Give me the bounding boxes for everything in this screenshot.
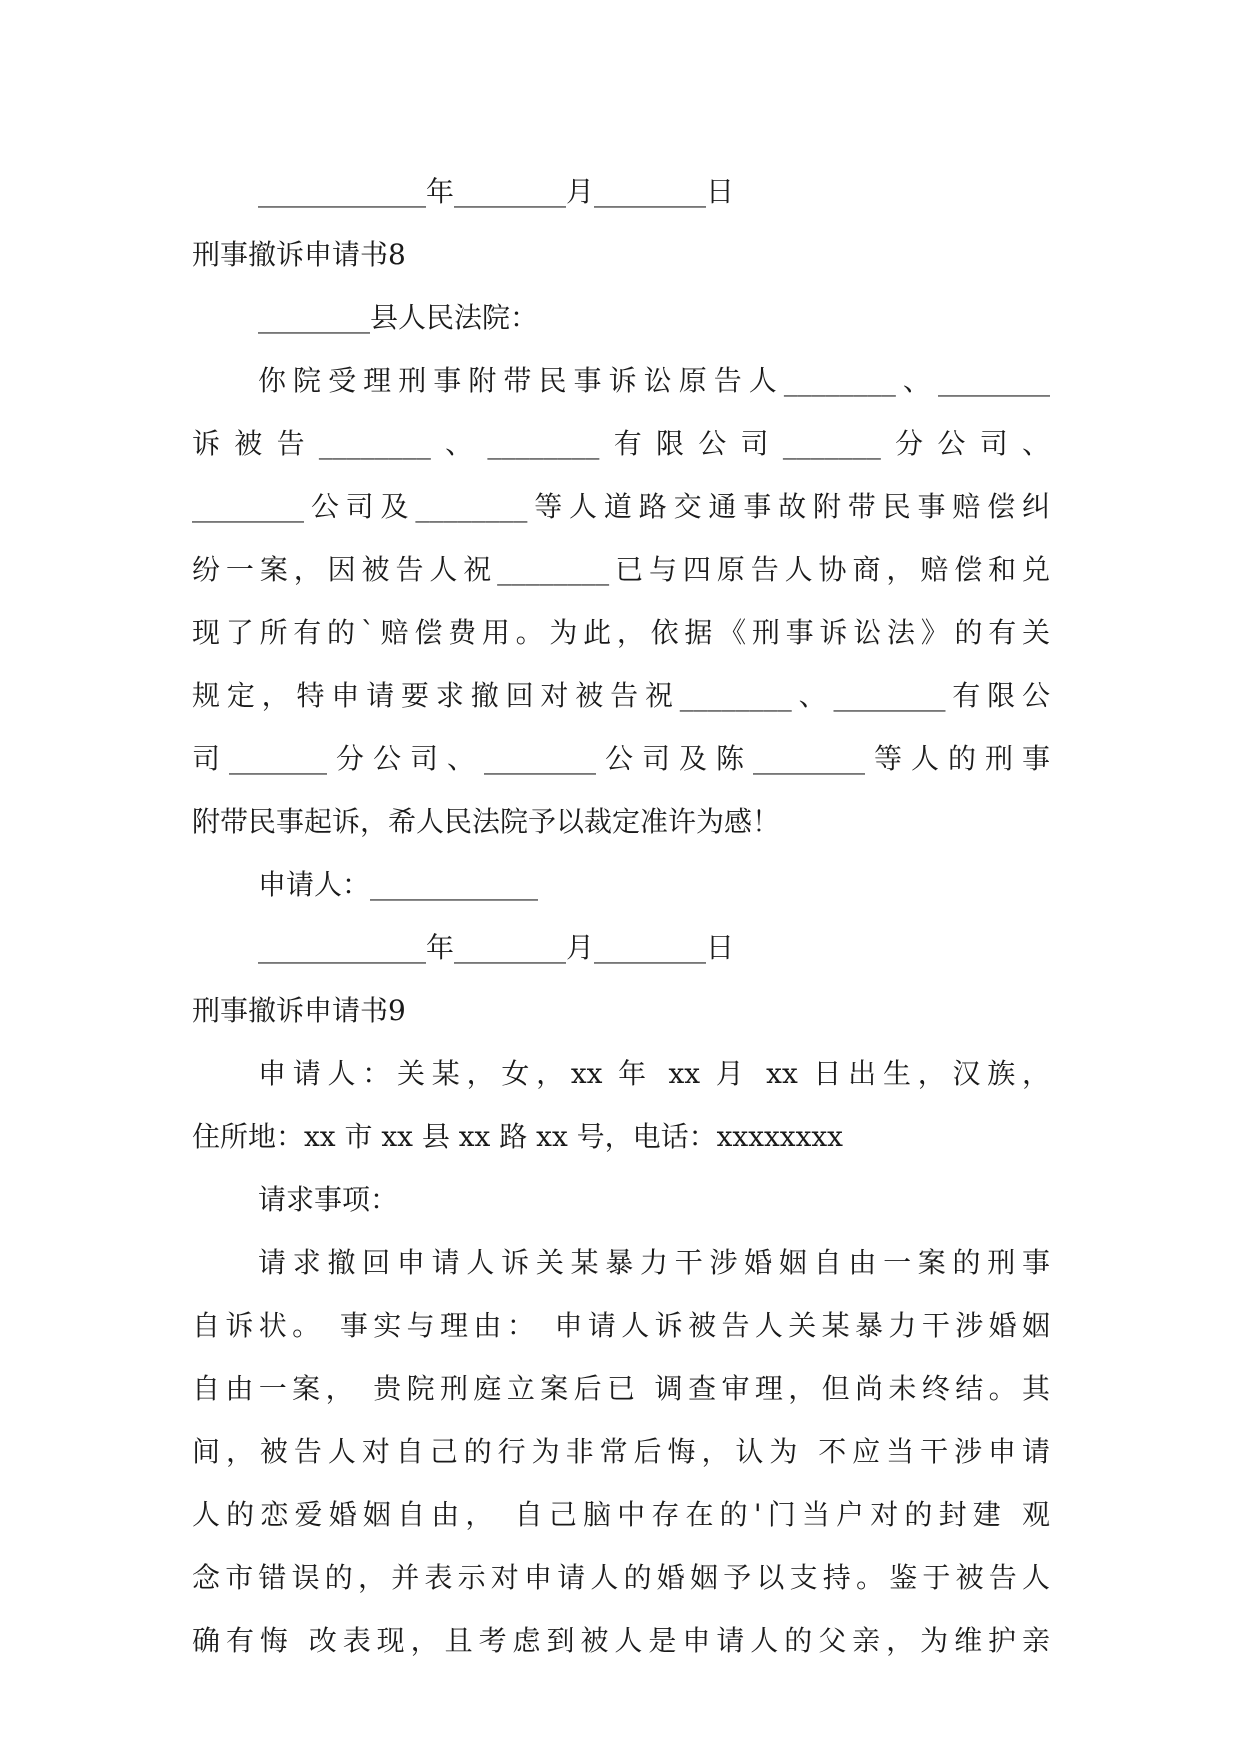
section-heading-9: 刑事撤诉申请书9	[192, 994, 406, 1027]
paragraph-line: 自由一案， 贵院刑庭立案后已 调查审理，但尚未终结。其	[192, 1372, 1050, 1405]
request-items-heading: 请求事项：	[258, 1183, 399, 1216]
paragraph-line: 纷一案，因被告人祝________已与四原告人协商，赔偿和兑	[192, 553, 1050, 586]
paragraph-line: ________公司及________等人道路交通事故附带民事赔偿纠	[192, 490, 1050, 523]
applicant-info-line: 申请人：关某，女，xx 年 xx 月 xx 日出生，汉族，	[258, 1057, 1050, 1090]
paragraph-line: 规定，特申请要求撤回对被告祝________、________有限公	[192, 679, 1050, 712]
paragraph-line: 念市错误的，并表示对申请人的婚姻予以支持。鉴于被告人	[192, 1561, 1050, 1594]
paragraph-line: 间，被告人对自己的行为非常后悔，认为 不应当干涉申请	[192, 1435, 1050, 1468]
paragraph-line: 附带民事起诉，希人民法院予以裁定准许为感！	[192, 805, 781, 838]
date-line: ____________年________月________日	[258, 175, 735, 208]
document-body	[192, 160, 1050, 1672]
paragraph-line: 诉被告________、________有限公司_______分公司、	[192, 427, 1050, 460]
court-addressee: ________县人民法院：	[258, 301, 539, 334]
date-line: ____________年________月________日	[258, 931, 735, 964]
paragraph-line: 现了所有的`赔偿费用。为此，依据《刑事诉讼法》的有关	[192, 616, 1050, 649]
applicant-address-line: 住所地：xx 市 xx 县 xx 路 xx 号，电话：xxxxxxxx	[192, 1120, 843, 1153]
section-heading-8: 刑事撤诉申请书8	[192, 238, 406, 271]
paragraph-line: 司_______分公司、________公司及陈________等人的刑事	[192, 742, 1050, 775]
applicant-signature-line: 申请人：____________	[258, 868, 539, 901]
paragraph-line: 请求撤回申请人诉关某暴力干涉婚姻自由一案的刑事	[258, 1246, 1050, 1279]
paragraph-line: 确有悔 改表现，且考虑到被人是申请人的父亲，为维护亲	[192, 1624, 1050, 1657]
paragraph-line: 自诉状。 事实与理由： 申请人诉被告人关某暴力干涉婚姻	[192, 1309, 1050, 1342]
paragraph-line: 你院受理刑事附带民事诉讼原告人________、________	[258, 364, 1050, 397]
paragraph-line: 人的恋爱婚姻自由， 自己脑中存在的'门当户对的封建 观	[192, 1498, 1050, 1531]
